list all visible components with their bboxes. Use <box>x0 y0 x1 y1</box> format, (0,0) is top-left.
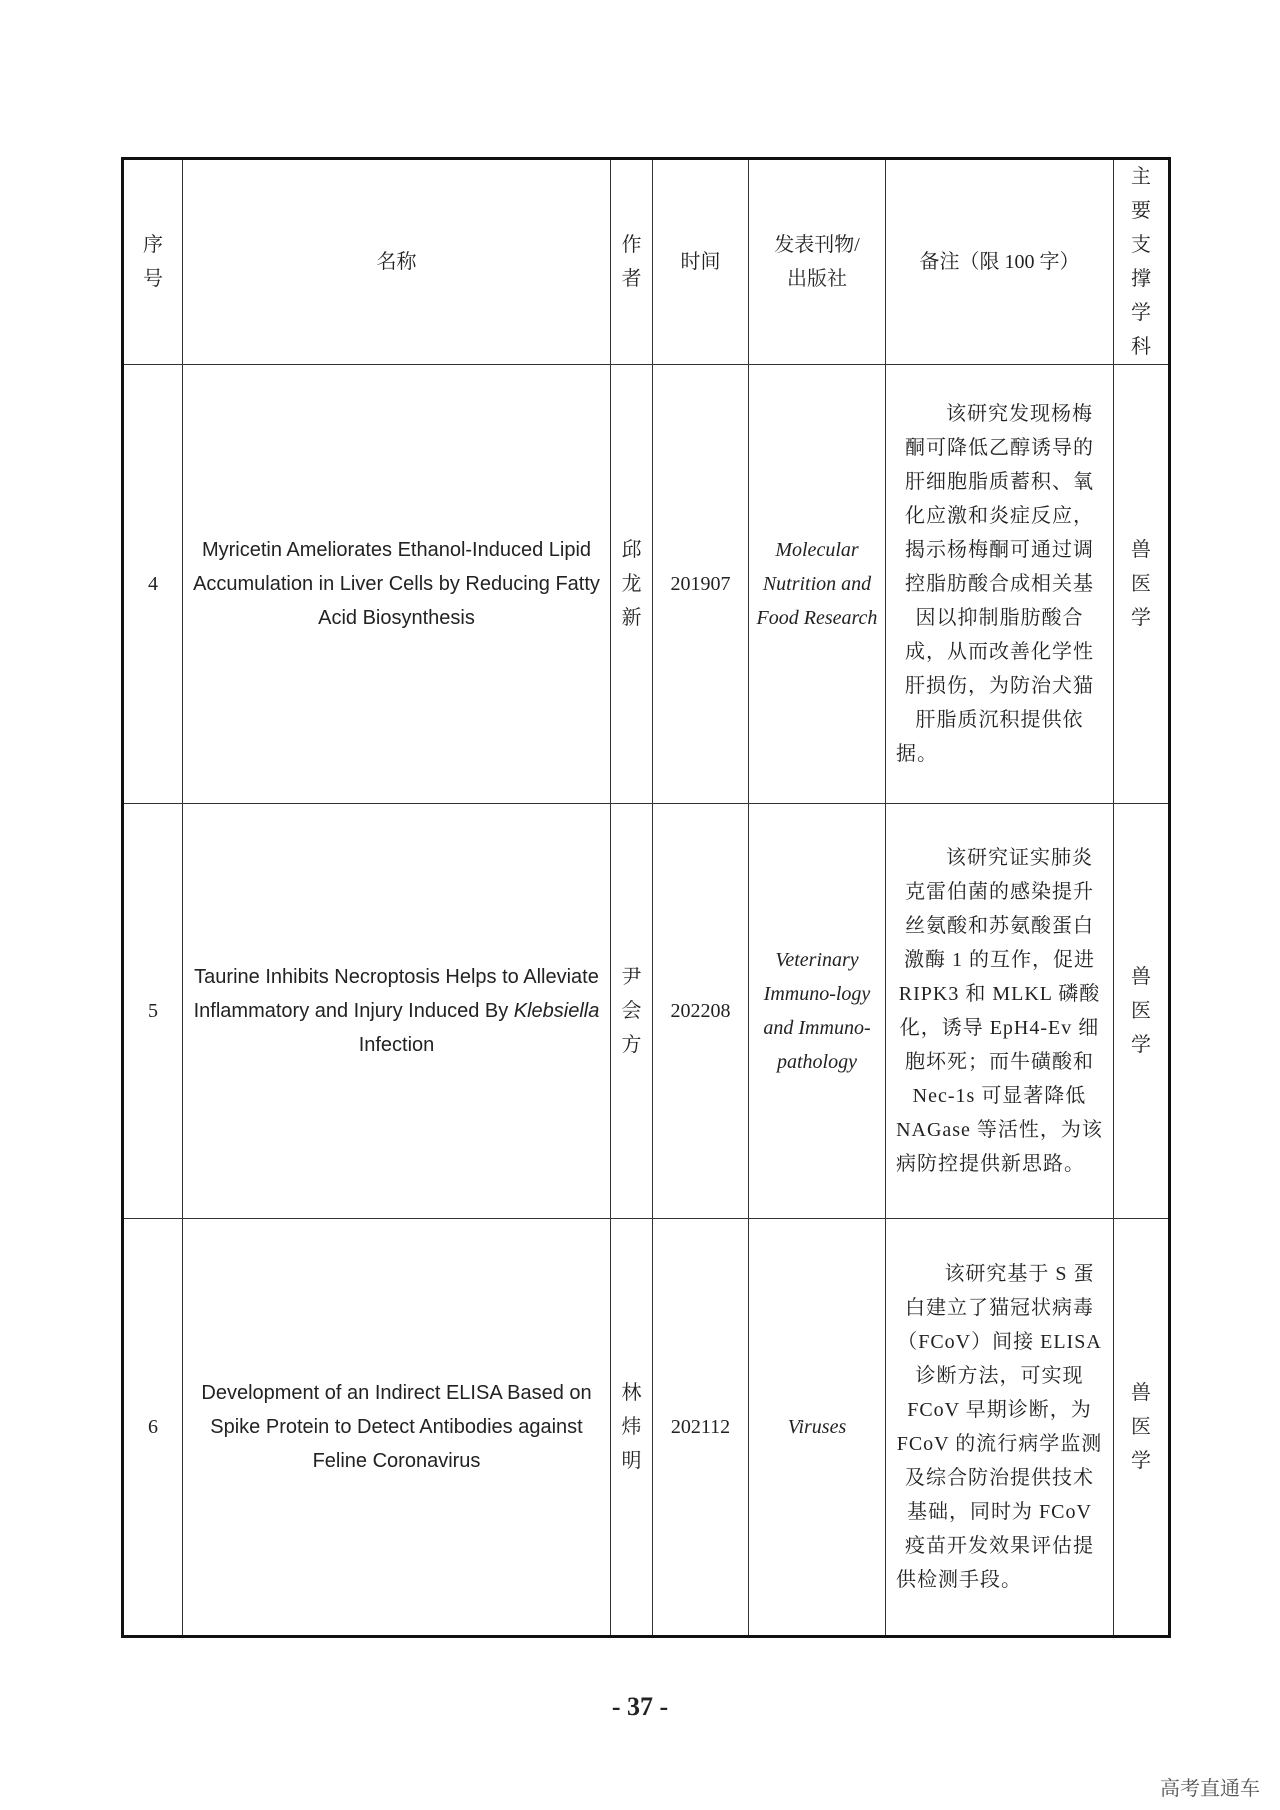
row-no: 4 <box>123 365 183 804</box>
header-no: 序号 <box>123 159 183 365</box>
header-name: 名称 <box>183 159 611 365</box>
row-discipline: 兽医学 <box>1114 804 1170 1219</box>
header-time: 时间 <box>653 159 749 365</box>
row-journal: Veterinary Immuno-logy and Immuno-pathology <box>749 804 886 1219</box>
row-journal: Molecular Nutrition and Food Research <box>749 365 886 804</box>
row-time: 202208 <box>653 804 749 1219</box>
row-note: 该研究基于 S 蛋白建立了猫冠状病毒（FCoV）间接 ELISA 诊断方法，可实现 FCoV 早期诊断，为 FCoV 的流行病学监测及综合防治提供技术基础，同时为 FCoV 疫苗开发效果评估提供检测手段。 <box>886 1219 1114 1637</box>
header-discipline: 主要支撑学科 <box>1114 159 1170 365</box>
row-author: 邱龙新 <box>611 365 653 804</box>
row-title: Development of an Indirect ELISA Based on Spike Protein to Detect Antibodies against Feline Coronavirus <box>183 1219 611 1637</box>
header-journal: 发表刊物/ 出版社 <box>749 159 886 365</box>
row-author: 林炜明 <box>611 1219 653 1637</box>
row-journal: Viruses <box>749 1219 886 1637</box>
row-discipline: 兽医学 <box>1114 1219 1170 1637</box>
header-note: 备注（限 100 字） <box>886 159 1114 365</box>
row-time: 201907 <box>653 365 749 804</box>
table-row <box>123 1219 1170 1637</box>
table-header-row <box>123 159 1170 365</box>
row-time: 202112 <box>653 1219 749 1637</box>
row-title: Myricetin Ameliorates Ethanol-Induced Lipid Accumulation in Liver Cells by Reducing Fatty Acid Biosynthesis <box>183 365 611 804</box>
table-row <box>123 365 1170 804</box>
row-no: 6 <box>123 1219 183 1637</box>
row-no: 5 <box>123 804 183 1219</box>
table-row <box>123 804 1170 1219</box>
achievement-table <box>121 157 1171 1638</box>
row-author: 尹会方 <box>611 804 653 1219</box>
row-discipline: 兽医学 <box>1114 365 1170 804</box>
row-note: 该研究发现杨梅酮可降低乙醇诱导的肝细胞脂质蓄积、氧化应激和炎症反应，揭示杨梅酮可通过调控脂肪酸合成相关基因以抑制脂肪酸合成，从而改善化学性肝损伤，为防治犬猫肝脂质沉积提供依据。 <box>886 365 1114 804</box>
row-title: Taurine Inhibits Necroptosis Helps to Alleviate Inflammatory and Injury Induced By Klebsiella Infection <box>183 804 611 1219</box>
page-number: - 37 - <box>611 1692 669 1721</box>
header-author: 作者 <box>611 159 653 365</box>
row-note: 该研究证实肺炎克雷伯菌的感染提升丝氨酸和苏氨酸蛋白激酶 1 的互作，促进 RIPK3 和 MLKL 磷酸化，诱导 EpH4-Ev 细胞坏死；而牛磺酸和 Nec-1s 可显著降低 NAGase 等活性，为该病防控提供新思路。 <box>886 804 1114 1219</box>
watermark: 高考直通车 <box>1160 1776 1260 1800</box>
genus-name: Klebsiella <box>513 1000 600 1022</box>
